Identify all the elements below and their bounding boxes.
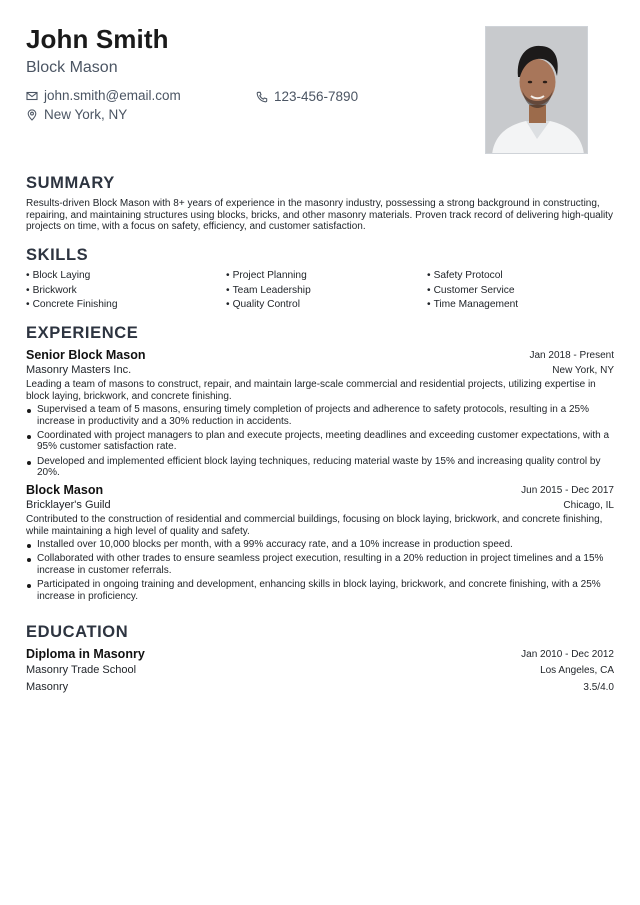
skill-item: • Project Planning — [226, 270, 427, 281]
email-text: john.smith@email.com — [44, 88, 181, 103]
job-description: Leading a team of masons to construct, repair, and maintain large-scale commercial and residential projects, utilizing expertise in block laying, brickwork, and concrete finishing. — [26, 379, 596, 402]
achievement-item: Participated in ongoing training and development, enhancing skills in block laying, brickwork, and concrete finishing, with a 25% increase in proficiency. — [26, 579, 614, 602]
job-title: Block Mason — [26, 483, 104, 497]
education-heading: EDUCATION — [26, 623, 129, 641]
phone-icon — [256, 91, 268, 103]
job-achievements — [26, 404, 614, 479]
job-dates: Jun 2015 - Dec 2017 — [521, 485, 614, 496]
profile-photo — [485, 26, 588, 154]
phone-text: 123-456-7890 — [274, 89, 359, 104]
skill-item: • Time Management — [427, 299, 614, 310]
skill-item: • Concrete Finishing — [26, 299, 226, 310]
skill-item: • Customer Service — [427, 285, 614, 296]
achievement-item: Developed and implemented efficient block laying techniques, reducing material waste by 15% and increasing quality control by 20%. — [26, 456, 614, 479]
contact-email[interactable] — [26, 88, 181, 103]
skills-list — [26, 270, 614, 310]
job-entry — [26, 483, 614, 605]
job-company: Bricklayer's Guild — [26, 499, 111, 511]
candidate-title: Block Mason — [26, 59, 118, 76]
mail-icon — [26, 90, 38, 102]
skill-item: • Team Leadership — [226, 285, 427, 296]
achievement-item: Supervised a team of 5 masons, ensuring timely completion of projects and adherence to safety protocols, resulting in a 25% increase in productivity and a 30% reduction in accidents. — [26, 404, 614, 427]
job-title: Senior Block Mason — [26, 348, 146, 362]
skills-heading: SKILLS — [26, 246, 89, 264]
contact-location — [26, 107, 127, 122]
contact-phone[interactable] — [256, 89, 358, 104]
job-location: Chicago, IL — [563, 500, 614, 511]
education-entry — [26, 647, 614, 698]
experience-heading: EXPERIENCE — [26, 324, 139, 342]
summary-heading: SUMMARY — [26, 174, 115, 192]
summary-text: Results-driven Block Mason with 8+ years of experience in the masonry industry, possessing a strong background in constructing, repairing, and maintaining structures using blocks, bricks, and other masonry materials. Proven track record of delivering high-quality projects on time, with a focus on safety, efficiency, and customer satisfaction. — [26, 198, 613, 233]
gpa: 3.5/4.0 — [583, 682, 614, 693]
achievement-item: Installed over 10,000 blocks per month, with a 99% accuracy rate, and a 10% increase in production speed. — [26, 539, 614, 551]
degree-title: Diploma in Masonry — [26, 647, 145, 661]
skill-item: • Safety Protocol — [427, 270, 614, 281]
job-company: Masonry Masters Inc. — [26, 364, 132, 376]
job-location: New York, NY — [552, 365, 614, 376]
school-name: Masonry Trade School — [26, 664, 137, 676]
education-dates: Jan 2010 - Dec 2012 — [521, 649, 614, 660]
job-description: Contributed to the construction of residential and commercial buildings, focusing on block laying, brickwork, and concrete finishing, while maintaining a high level of quality and safety. — [26, 514, 603, 537]
skill-item: • Brickwork — [26, 285, 226, 296]
job-entry — [26, 348, 614, 481]
job-achievements — [26, 539, 614, 602]
achievement-item: Collaborated with other trades to ensure seamless project execution, resulting in a 20% reduction in project timelines and a 15% increase in customer referrals. — [26, 553, 614, 576]
skill-item: • Quality Control — [226, 299, 427, 310]
achievement-item: Coordinated with project managers to plan and execute projects, meeting deadlines and exceeding customer expectations, with a 95% customer satisfaction rate. — [26, 430, 614, 453]
portrait-image — [486, 27, 588, 154]
field-of-study: Masonry — [26, 681, 69, 693]
skill-item: • Block Laying — [26, 270, 226, 281]
location-text: New York, NY — [44, 107, 128, 122]
candidate-name: John Smith — [26, 24, 169, 54]
job-dates: Jan 2018 - Present — [529, 350, 614, 361]
school-location: Los Angeles, CA — [540, 665, 614, 676]
map-pin-icon — [26, 109, 38, 121]
